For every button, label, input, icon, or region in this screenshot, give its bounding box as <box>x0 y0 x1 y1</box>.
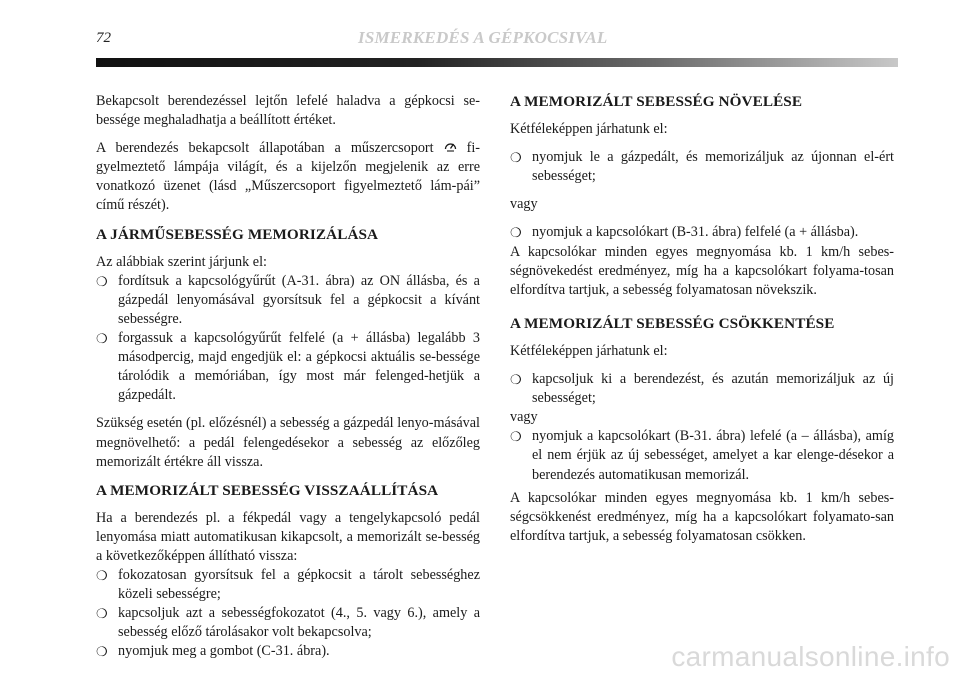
list-item: ❍ nyomjuk le a gázpedált, és memorizáljuk az újonnan el-ért sebességet; <box>510 149 894 185</box>
section-title-restore: A MEMORIZÁLT SEBESSÉG VISSZAÁLLÍTÁSA <box>96 481 439 499</box>
bullet-list <box>510 148 894 186</box>
section-title-memorize: A JÁRMŰSEBESSÉG MEMORIZÁLÁSA <box>96 225 379 243</box>
bullet-icon: ❍ <box>96 606 108 622</box>
section-note: A kapcsolókar minden egyes megnyomása kb. 1 km/h sebes-ségcsökkenést eredményez, míg ha a kapcsolókart folyamato-san elfordítva tartjuk, a sebesség folyamatosan csökken. <box>510 489 894 544</box>
bullet-icon: ❍ <box>96 331 108 347</box>
bullet-list <box>510 223 894 242</box>
section-intro: Ha a berendezés pl. a fékpedál vagy a tengelykapcsoló pedál lenyomása miatt automatikusan kikapcsolt, a memorizált se-besség a következőképpen állítható vissza: <box>96 509 480 564</box>
header-rule <box>96 58 898 67</box>
page-number: 72 <box>96 30 111 46</box>
intro-text-before: A berendezés bekapcsolt állapotában a műszercsoport <box>96 140 444 157</box>
bullet-icon: ❍ <box>510 372 522 388</box>
right-column <box>510 92 894 555</box>
bullet-icon: ❍ <box>96 568 108 584</box>
list-item: ❍ forgassuk a kapcsológyűrűt felfelé (a + állásba) legalább 3 másodpercig, majd engedjük el: a gépkocsi aktuális se-bessége tárolódik a memóriában, így most már felenged-hetjük a gázpedált. <box>96 330 480 404</box>
section-intro: Kétféleképpen járhatunk el: <box>510 121 668 138</box>
bullet-list <box>510 370 894 408</box>
or-separator: vagy <box>510 196 538 213</box>
or-separator: vagy <box>510 409 538 426</box>
bullet-icon: ❍ <box>510 429 522 445</box>
left-column <box>96 92 480 671</box>
section-note: Szükség esetén (pl. előzésnél) a sebesség a gázpedál lenyo-másával megnövelhető: a pedál felengedésekor a sebesség az előzőleg memorizált értékre áll vissza. <box>96 415 480 470</box>
bullet-icon: ❍ <box>96 273 108 289</box>
section-note: A kapcsolókar minden egyes megnyomása kb. 1 km/h sebes-ségnövekedést eredményez, míg ha a kapcsolókart folyama-tosan elfordítva tartjuk, a sebesség folyamatosan növekszik. <box>510 243 894 298</box>
section-intro: Az alábbiak szerint járjunk el: <box>96 253 267 270</box>
intro-paragraph-1: Bekapcsolt berendezéssel lejtőn lefelé haladva a gépkocsi se-bessége meghaladhatja a beállított értéket. <box>96 93 480 129</box>
bullet-list <box>96 272 480 406</box>
bullet-list <box>510 427 894 484</box>
section-intro: Kétféleképpen járhatunk el: <box>510 342 668 359</box>
bullet-icon: ❍ <box>96 644 108 660</box>
bullet-icon: ❍ <box>510 225 522 241</box>
list-item: ❍ nyomjuk meg a gombot (C-31. ábra). <box>96 642 480 661</box>
list-item: ❍ fordítsuk a kapcsológyűrűt (A-31. ábra) az ON állásba, és a gázpedál lenyomásával gyorsítsuk fel a gépkocsit a kívánt sebességre. <box>96 272 480 327</box>
list-item: ❍ fokozatosan gyorsítsuk fel a gépkocsit a tárolt sebességhez közeli sebességre; <box>96 567 480 603</box>
bullet-list <box>96 566 480 661</box>
bullet-icon: ❍ <box>510 150 522 166</box>
list-item: ❍ kapcsoljuk azt a sebességfokozatot (4., 5. vagy 6.), amely a sebesség előző tárolásakor volt bekapcsolva; <box>96 605 480 641</box>
list-item: ❍ kapcsoljuk ki a berendezést, és azután memorizáljuk az új sebességet; <box>510 371 894 407</box>
list-item: ❍ nyomjuk a kapcsolókart (B-31. ábra) lefelé (a – állásba), amíg el nem érjük az új sebességet, amelyet a kar elenge-désekor a berendezés automatikusan memorizál. <box>510 428 894 483</box>
watermark: carmanualsonline.info <box>671 641 950 672</box>
section-title-increase: A MEMORIZÁLT SEBESSÉG NÖVELÉSE <box>510 93 803 110</box>
intro-text-after: fi-gyelmeztető lámpája világít, és a kijelzőn megjelenik az erre vonatkozó üzenet (lásd „Műszercsoport figyelmeztető lám-pái” című részét). <box>96 140 480 214</box>
cruise-control-icon <box>444 139 457 158</box>
intro-paragraph-2 <box>96 139 480 215</box>
running-head: ISMERKEDÉS A GÉPKOCSIVAL <box>358 28 608 47</box>
list-item: ❍ nyomjuk a kapcsolókart (B-31. ábra) felfelé (a + állásba). <box>510 223 894 242</box>
section-title-decrease: A MEMORIZÁLT SEBESSÉG CSÖKKENTÉSE <box>510 314 835 332</box>
